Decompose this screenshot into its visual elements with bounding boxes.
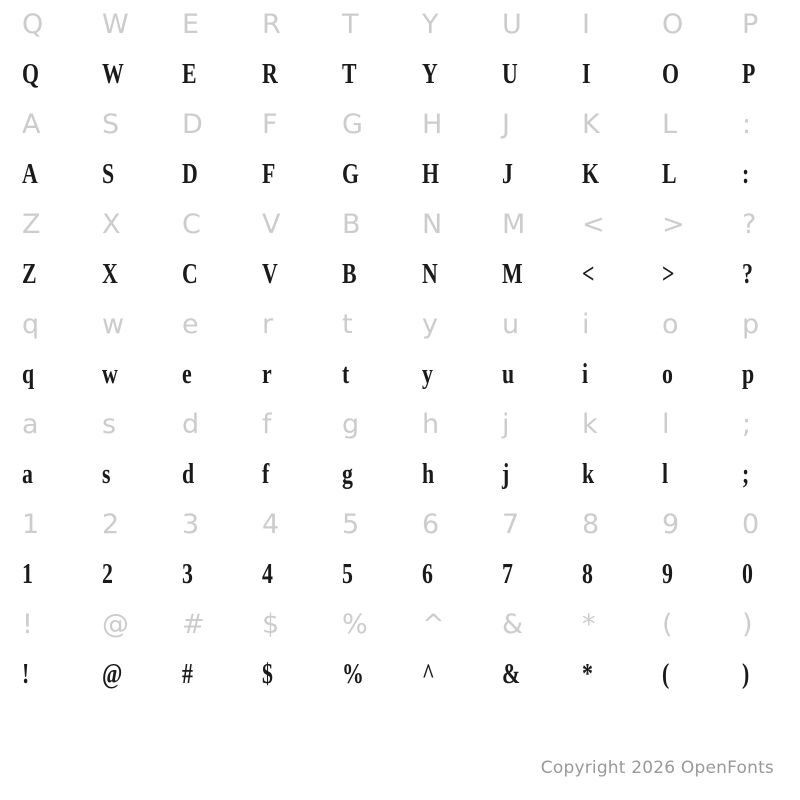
glyph-row-specimen [0,350,800,400]
glyph-cell: ( [662,609,673,640]
glyph-cell: 7 [502,559,513,590]
glyph-cell: K [582,109,600,140]
glyph-cell: T [342,9,359,40]
glyph-cell: s [102,459,111,490]
glyph-cell: W [102,59,124,90]
glyph-cell: E [182,59,197,90]
glyph-cell: 3 [182,509,200,540]
glyph-cell: ! [22,609,33,640]
glyph-cell: g [342,459,353,490]
glyph-cell: e [182,359,192,390]
glyph-cell: ^ [422,659,435,690]
glyph-cell: 2 [102,509,120,540]
glyph-row-reference [0,0,800,50]
glyph-cell: I [582,9,590,40]
glyph-cell: ( [662,659,670,690]
glyph-cell: l [662,409,670,440]
glyph-cell: 9 [662,559,673,590]
glyph-cell: ; [742,409,752,440]
glyph-cell: ? [742,209,757,240]
glyph-cell: 1 [22,559,33,590]
glyph-cell: 5 [342,559,353,590]
glyph-cell: N [422,259,438,290]
glyph-row-reference [0,200,800,250]
glyph-cell: h [422,459,435,490]
glyph-cell: V [262,259,278,290]
glyph-cell: a [22,409,39,440]
glyph-row-reference [0,600,800,650]
glyph-cell: A [22,159,38,190]
glyph-row-specimen [0,150,800,200]
glyph-cell: 2 [102,559,113,590]
glyph-cell: M [502,259,523,290]
glyph-cell: 6 [422,509,440,540]
glyph-cell: U [502,59,518,90]
glyph-cell: @ [102,609,129,640]
glyph-cell: P [742,9,759,40]
glyph-cell: H [422,159,439,190]
glyph-row-specimen [0,650,800,700]
glyph-cell: @ [102,659,123,690]
glyph-cell: t [342,309,353,340]
glyph-cell: 7 [502,509,520,540]
glyph-row-reference [0,100,800,150]
glyph-cell: < [582,209,605,240]
glyph-cell: P [742,59,756,90]
glyph-cell: ! [22,659,30,690]
glyph-cell: u [502,359,515,390]
glyph-cell: j [502,459,510,490]
glyph-cell: p [742,309,760,340]
glyph-cell: 4 [262,559,273,590]
glyph-cell: 9 [662,509,680,540]
glyph-cell: r [262,309,274,340]
glyph-cell: ; [742,459,750,490]
glyph-cell: % [342,609,368,640]
glyph-cell: f [262,459,270,490]
glyph-cell: T [342,59,357,90]
glyph-cell: D [182,159,198,190]
glyph-cell: o [662,309,679,340]
glyph-cell: i [582,309,590,340]
glyph-row-reference [0,300,800,350]
glyph-cell: s [102,409,117,440]
glyph-cell: $ [262,609,280,640]
glyph-cell: d [182,409,200,440]
glyph-cell: f [262,409,272,440]
glyph-cell: * [582,609,596,640]
glyph-cell: ) [742,659,750,690]
glyph-cell: : [742,159,750,190]
glyph-cell: k [582,459,595,490]
glyph-cell: r [262,359,272,390]
glyph-cell: > [662,259,675,290]
glyph-cell: 8 [582,559,593,590]
glyph-cell: L [662,109,678,140]
glyph-cell: t [342,359,350,390]
glyph-cell: S [102,109,120,140]
glyph-cell: ) [742,609,753,640]
glyph-row-specimen [0,250,800,300]
glyph-cell: 8 [582,509,600,540]
glyph-cell: Z [22,259,37,290]
glyph-cell: d [182,459,195,490]
glyph-cell: w [102,359,118,390]
glyph-cell: y [422,359,433,390]
glyph-cell: y [422,309,438,340]
glyph-cell: 0 [742,509,760,540]
glyph-cell: M [502,209,526,240]
glyph-cell: w [102,309,125,340]
glyph-cell: e [182,309,199,340]
glyph-cell: q [22,359,35,390]
glyph-cell: < [582,259,595,290]
glyph-cell: O [662,59,679,90]
glyph-cell: 0 [742,559,753,590]
glyph-cell: 5 [342,509,360,540]
glyph-cell: L [662,159,677,190]
glyph-cell: h [422,409,440,440]
glyph-cell: Q [22,9,44,40]
glyph-cell: G [342,109,363,140]
glyph-cell: G [342,159,359,190]
glyph-cell: % [342,659,364,690]
glyph-cell: Y [422,9,439,40]
glyph-cell: K [582,159,599,190]
glyph-cell: S [102,159,115,190]
copyright-notice: Copyright 2026 OpenFonts [540,758,774,778]
glyph-cell: Z [22,209,41,240]
glyph-cell: U [502,9,522,40]
glyph-cell: Y [422,59,438,90]
glyph-cell: o [662,359,673,390]
glyph-cell: W [102,9,129,40]
glyph-cell: q [22,309,40,340]
glyph-cell: 3 [182,559,193,590]
glyph-cell: ^ [422,609,445,640]
glyph-cell: F [262,109,278,140]
glyph-cell: A [22,109,41,140]
glyph-cell: X [102,209,121,240]
glyph-cell: I [582,59,591,90]
glyph-cell: k [582,409,598,440]
glyph-cell: H [422,109,443,140]
glyph-cell: 6 [422,559,433,590]
glyph-cell: C [182,209,201,240]
glyph-cell: C [182,259,198,290]
glyph-cell: O [662,9,684,40]
glyph-cell: J [502,159,513,190]
glyph-cell: R [262,9,281,40]
glyph-cell: * [582,659,593,690]
glyph-cell: D [182,109,203,140]
glyph-cell: # [182,659,193,690]
glyph-cell: N [422,209,443,240]
glyph-row-reference [0,500,800,550]
glyph-cell: B [342,259,357,290]
glyph-cell: ? [742,259,753,290]
glyph-cell: $ [262,659,273,690]
glyph-row-specimen [0,450,800,500]
glyph-cell: j [502,409,510,440]
glyph-row-reference [0,400,800,450]
glyph-cell: > [662,209,685,240]
glyph-cell: R [262,59,278,90]
glyph-cell: p [742,359,755,390]
glyph-cell: l [662,459,669,490]
glyph-cell: # [182,609,205,640]
glyph-row-specimen [0,50,800,100]
glyph-cell: u [502,309,520,340]
glyph-cell: F [262,159,276,190]
glyph-cell: E [182,9,200,40]
glyph-cell: & [502,609,524,640]
glyph-cell: B [342,209,361,240]
glyph-cell: a [22,459,33,490]
glyph-cell: 1 [22,509,40,540]
glyph-cell: 4 [262,509,280,540]
glyph-row-specimen [0,550,800,600]
glyph-cell: : [742,109,752,140]
glyph-cell: & [502,659,521,690]
glyph-cell: i [582,359,589,390]
glyph-cell: J [502,109,510,140]
glyph-cell: Q [22,59,39,90]
glyph-cell: g [342,409,360,440]
glyph-cell: X [102,259,118,290]
glyph-cell: V [262,209,281,240]
